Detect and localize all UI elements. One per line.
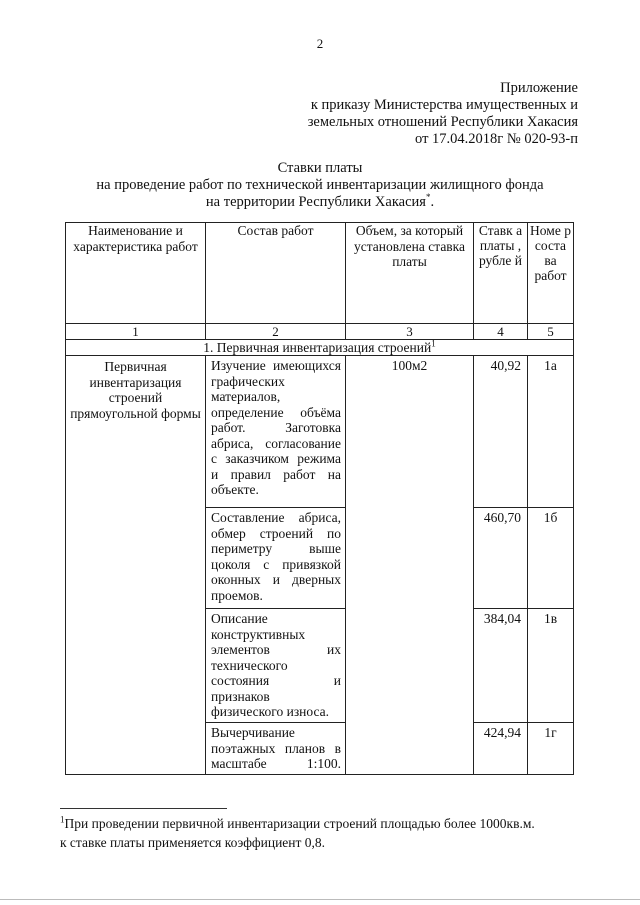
volume-unit: 100м2 xyxy=(346,356,474,775)
section-row xyxy=(66,340,574,356)
appendix-line: земельных отношений Республики Хакасия xyxy=(307,114,578,130)
document-title xyxy=(60,160,580,211)
table-row xyxy=(66,356,574,508)
footnote-line-1 xyxy=(60,814,600,833)
footnote-separator xyxy=(60,808,227,809)
footnote-marker: 1 xyxy=(60,814,65,825)
appendix-line: к приказу Министерства имущественных и xyxy=(310,97,578,113)
work-group-name: Первичная инвентаризация строений прямоугольной формы xyxy=(66,356,206,775)
work-description: Вычерчивание поэтажных планов в масштабе 1:100. xyxy=(206,723,346,775)
rate-value: 460,70 xyxy=(474,508,528,609)
section-title xyxy=(66,340,574,356)
rate-value: 384,04 xyxy=(474,609,528,723)
title-line-3 xyxy=(60,194,580,211)
page-bottom-edge xyxy=(0,899,640,900)
work-description: Изучение имеющихся графических материалов, определение объёма работ. Заготовка абриса, согласование с заказчиком режима и правил работ на объекте. xyxy=(206,356,346,508)
title-line-3-text: на территории Республики Хакасия xyxy=(205,194,426,210)
header-name: Наименование и характеристика работ xyxy=(66,223,206,324)
work-code: 1а xyxy=(528,356,574,508)
rate-value: 424,94 xyxy=(474,723,528,775)
appendix-header xyxy=(308,80,578,148)
footnote xyxy=(60,814,600,852)
title-line-3-end: . xyxy=(430,194,435,210)
work-code: 1г xyxy=(528,723,574,775)
header-volume: Объем, за который установлена ставка платы xyxy=(346,223,474,324)
title-line-1: Ставки платы xyxy=(277,160,363,176)
work-code: 1в xyxy=(528,609,574,723)
column-number: 5 xyxy=(528,324,574,340)
column-number: 1 xyxy=(66,324,206,340)
section-title-text: 1. Первичная инвентаризация строений xyxy=(203,340,432,355)
header-works: Состав работ xyxy=(206,223,346,324)
work-description: Составление абриса, обмер строений по периметру выше цоколя с привязкой оконных и дверных проемов. xyxy=(206,508,346,609)
column-number: 4 xyxy=(474,324,528,340)
column-number: 2 xyxy=(206,324,346,340)
header-rate: Ставк а платы , рубле й xyxy=(474,223,528,324)
header-number: Номе р соста ва работ xyxy=(528,223,574,324)
table-header-row xyxy=(66,223,574,324)
rate-value: 40,92 xyxy=(474,356,528,508)
footnote-text: При проведении первичной инвентаризации строений площадью более 1000кв.м. xyxy=(64,816,535,831)
work-code: 1б xyxy=(528,508,574,609)
page-number: 2 xyxy=(316,36,324,51)
column-number-row xyxy=(66,324,574,340)
column-number: 3 xyxy=(346,324,474,340)
rates-table xyxy=(65,222,574,775)
title-line-2: на проведение работ по технической инвентаризации жилищного фонда xyxy=(96,177,544,193)
appendix-line: Приложение xyxy=(500,80,578,96)
appendix-line: от 17.04.2018г № 020-93-п xyxy=(415,131,578,147)
work-description: Описание конструктивных элементов их технического состояния и признаков физического износа. xyxy=(206,609,346,723)
footnote-marker: 1 xyxy=(431,338,436,349)
footnote-line-2: к ставке платы применяется коэффициент 0,8. xyxy=(60,835,326,850)
title-asterisk: * xyxy=(425,192,431,203)
